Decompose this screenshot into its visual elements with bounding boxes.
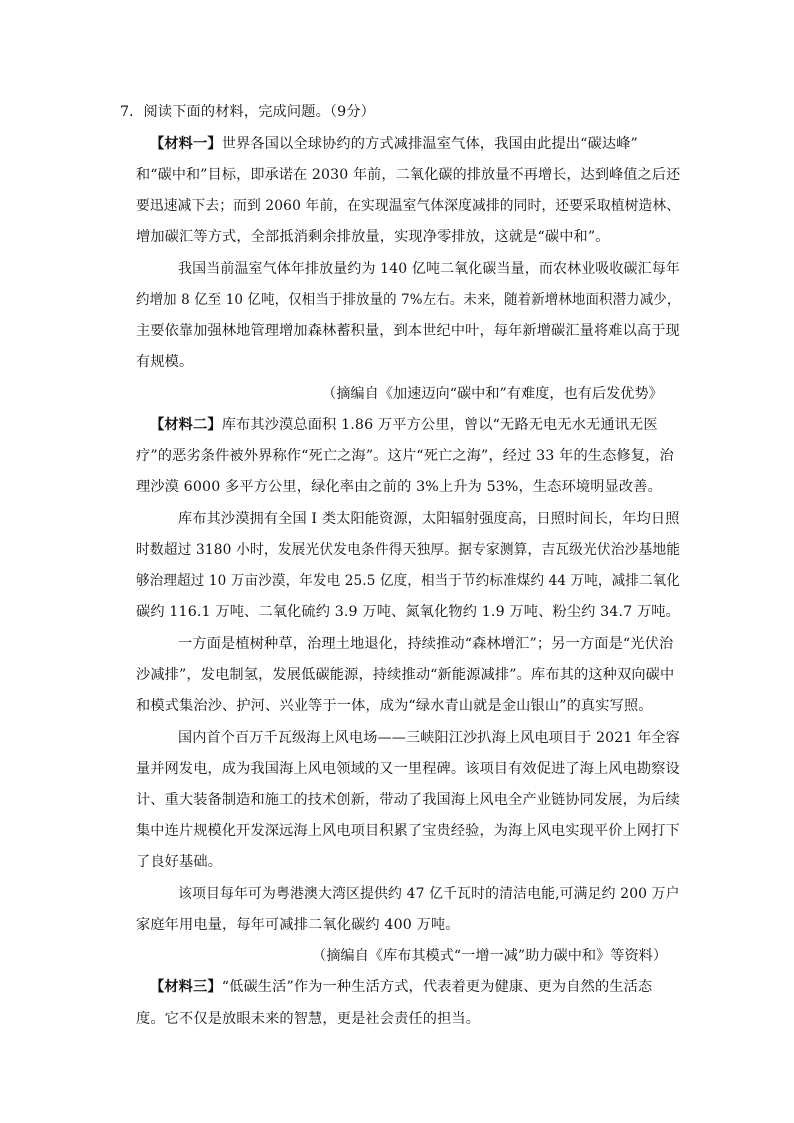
material3-line-1: 【材料三】“低碳生活”作为一种生活方式，代表着更为健康、更为自然的生活态 (150, 979, 653, 995)
material3-tag: 【材料三】 (150, 979, 222, 995)
material2-line-8: 一方面是植树种草，治理土地退化，持续推动“森林增汇”；另一方面是“光伏治 (178, 636, 674, 652)
material2-line-10: 和模式集治沙、护河、兴业等于一体，成为“绿水青山就是金山银山”的真实写照。 (136, 698, 653, 714)
material1-line-7: 主要依靠加强林地管理增加森林蓄积量，到本世纪中叶，每年新增碳汇量将难以高于现 (136, 323, 680, 339)
material2-line-7: 碳约 116.1 万吨、二氧化硫约 3.9 万吨、氮氧化物约 1.9 万吨、粉尘约 34.7 万吨。 (136, 604, 680, 620)
material1-tag: 【材料一】 (150, 136, 222, 152)
material2-line-17: 家庭年用电量，每年可减排二氧化碳约 400 万吨。 (136, 917, 460, 933)
material2-source: （摘编自《库布其模式“一增一减”助力碳中和》等资料） (312, 948, 668, 964)
material1-line-4: 增加碳汇等方式，全部抵消剩余排放量，实现净零排放，这就是“碳中和”。 (136, 229, 610, 245)
material2-line-3: 理沙漠 6000 多平方公里，绿化率由之前的 3%上升为 53%，生态环境明显改善。 (136, 479, 662, 495)
material2-line-16: 该项目每年可为粤港澳大湾区提供约 47 亿千瓦时的清洁电能,可满足约 200 万户 (178, 886, 680, 902)
material2-line-5: 时数超过 3180 小时，发展光伏发电条件得天独厚。据专家测算，吉瓦级光伏治沙基地能 (136, 542, 681, 558)
material1-line-3: 要迅速减下去；而到 2060 年前，在实现温室气体深度减排的同时，还要采取植树造林、 (136, 198, 681, 214)
material2-tag: 【材料二】 (150, 417, 222, 433)
material1-line-6: 约增加 8 亿至 10 亿吨，仅相当于排放量的 7%左右。未来，随着新增林地面积潜力减少， (136, 292, 681, 308)
material2-line-12: 量并网发电，成为我国海上风电领域的又一里程碑。该项目有效促进了海上风电勘察设 (136, 761, 680, 777)
material1-source: （摘编自《加速迈向“碳中和”有难度，也有后发优势》 (322, 386, 663, 402)
material2-line-2: 疗”的恶劣条件被外界称作“死亡之海”。这片“死亡之海”，经过 33 年的生态修复，治 (136, 448, 674, 464)
material2-line-4: 库布其沙漠拥有全国 I 类太阳能资源，太阳辐射强度高，日照时间长，年均日照 (178, 511, 680, 527)
question-header: 7．阅读下面的材料，完成问题。（9分） (120, 104, 375, 120)
material2-line-15: 了良好基础。 (136, 854, 223, 870)
material1-line-1: 【材料一】世界各国以全球协约的方式减排温室气体，我国由此提出“碳达峰” (150, 136, 638, 152)
material2-line-11: 国内首个百万千瓦级海上风电场——三峡阳江沙扒海上风电项目于 2021 年全容 (178, 730, 680, 746)
material2-line-9: 沙减排”，发电制氢，发展低碳能源，持续推动“新能源减排”。库布其的这种双向碳中 (136, 667, 675, 683)
material2-line-1: 【材料二】库布其沙漠总面积 1.86 万平方公里，曾以“无路无电无水无通讯无医 (150, 417, 658, 433)
material1-line-8: 有规模。 (136, 354, 194, 370)
material2-line-6: 够治理超过 10 万亩沙漠，年发电 25.5 亿度，相当于节约标准煤约 44 万吨，减排二氧化 (136, 573, 681, 589)
material1-line-5: 我国当前温室气体年排放量约为 140 亿吨二氧化碳当量，而农林业吸收碳汇每年 (178, 261, 680, 277)
material1-line-2: 和“碳中和”目标，即承诺在 2030 年前，二氧化碳的排放量不再增长，达到峰值之后还 (136, 167, 681, 183)
material3-line-2: 度。它不仅是放眼未来的智慧，更是社会责任的担当。 (136, 1011, 481, 1027)
material2-line-14: 集中连片规模化开发深远海上风电项目积累了宝贵经验，为海上风电实现平价上网打下 (136, 823, 680, 839)
material2-line-13: 计、重大装备制造和施工的技术创新，带动了我国海上风电全产业链协同发展，为后续 (136, 792, 680, 808)
